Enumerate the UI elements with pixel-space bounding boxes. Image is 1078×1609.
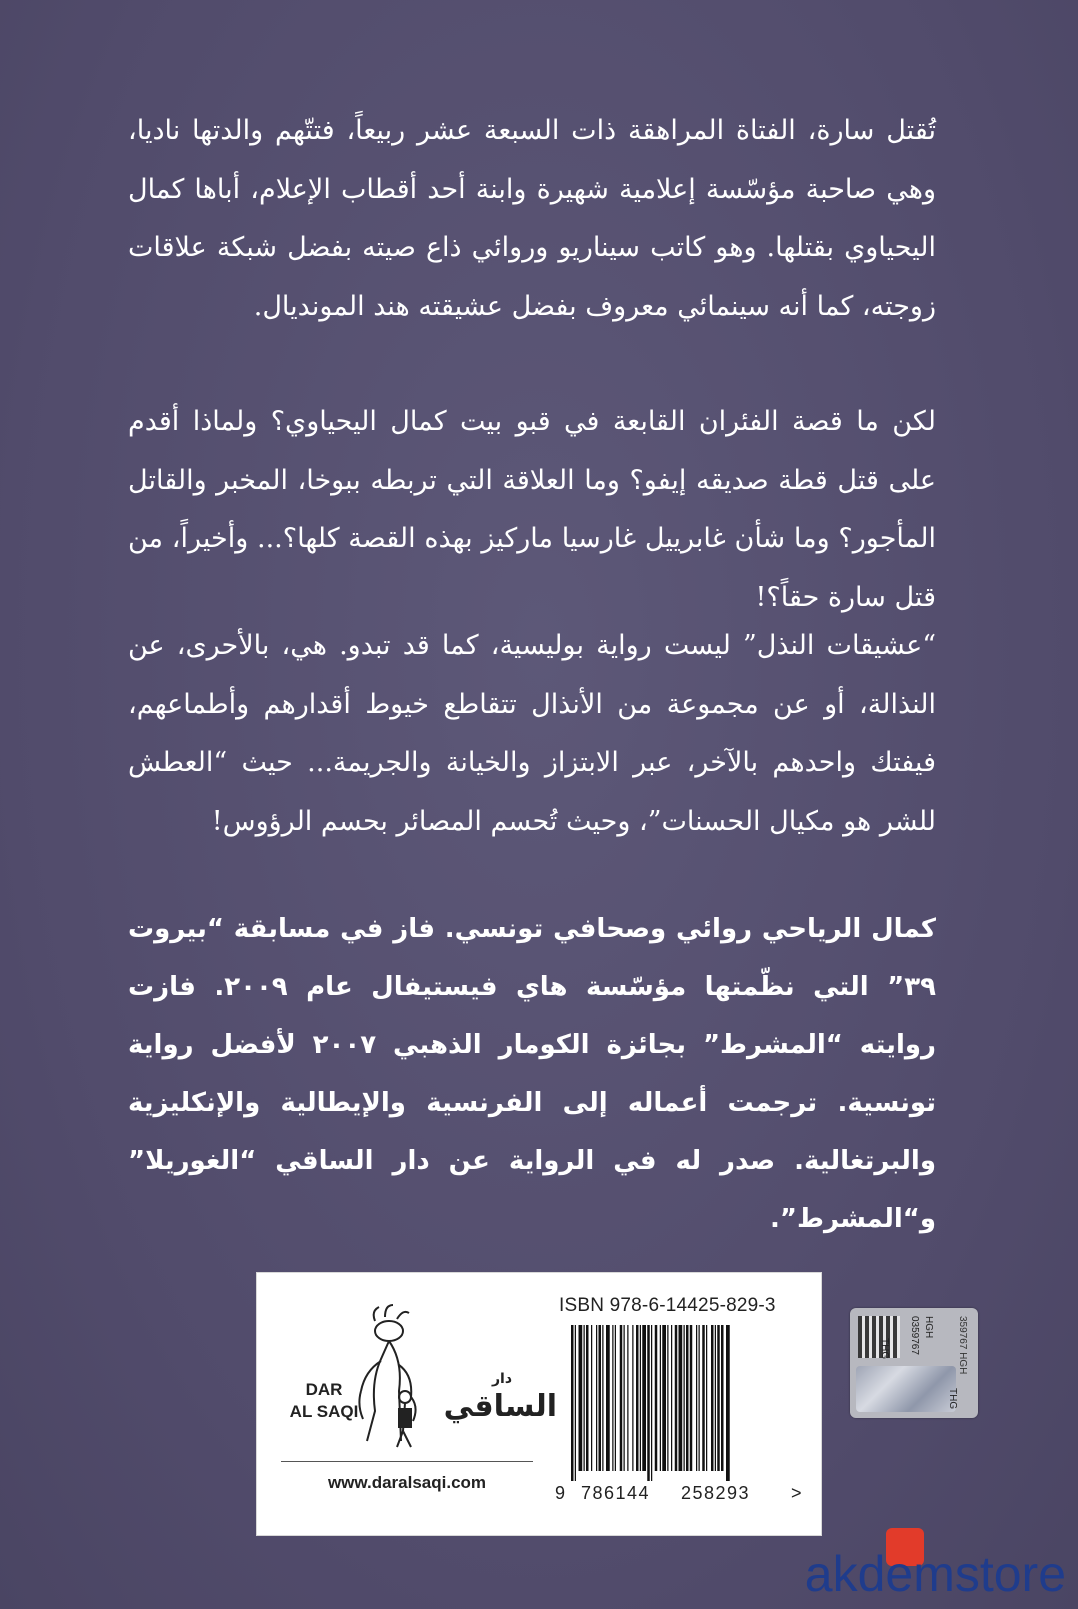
blurb-text-2: لكن ما قصة الفئران القابعة في قبو بيت كمال اليحياوي؟ ولماذا أقدم على قتل قطة صديقه إيفو؟ وما العلاقة التي تربطه ببوخا، المخبر والقاتل المأجور؟ وما شأن غابرييل غارسيا ماركيز بهذه القصة كلها؟... وأخيراً، من قتل سارة حقاً؟! xyxy=(128,406,936,613)
blurb-text-3: “عشيقات النذل” ليست رواية بوليسية، كما قد تبدو. هي، بالأحرى، عن النذالة، أو عن مجموعة من الأنذال تتقاطع خيوط أقدارهم وأطماعهم، فيفتك واحدهم بالآخر، عبر الابتزاز والخيانة والجريمة... حيث “العطش للشر هو مكيال الحسنات”، وحيث تُحسم المصائر بحسم الرؤوس! xyxy=(128,630,936,837)
barcode-bar xyxy=(717,1325,720,1471)
barcode-bar xyxy=(686,1325,689,1471)
barcode-digits-group2: 258293 xyxy=(681,1483,751,1503)
barcode-digit-first: 9 xyxy=(555,1483,566,1503)
barcode-bar xyxy=(640,1325,641,1471)
barcode-bar xyxy=(726,1325,730,1481)
barcode-bar xyxy=(636,1325,639,1471)
sticker-code-line3: HGH xyxy=(923,1316,934,1339)
publisher-logo-illustration xyxy=(341,1301,431,1451)
barcode-bar xyxy=(699,1325,700,1471)
sticker-code-line1: THG xyxy=(879,1338,890,1360)
barcode-bar xyxy=(575,1325,576,1481)
sticker-code-line2: 0359767 xyxy=(909,1316,920,1355)
isbn-barcode xyxy=(571,1325,783,1481)
store-watermark xyxy=(766,1528,1066,1602)
isbn-label: ISBN 978-6-14425-829-3 xyxy=(559,1295,776,1316)
barcode-bar xyxy=(584,1325,585,1471)
hologram-icon xyxy=(856,1366,956,1412)
barcode-bar xyxy=(660,1325,661,1471)
barcode-bar xyxy=(662,1325,666,1471)
publisher-name-en-line1: DAR xyxy=(305,1380,343,1399)
barcode-arrow: > xyxy=(791,1483,802,1503)
barcode-bar xyxy=(684,1325,685,1471)
barcode-bar xyxy=(579,1325,583,1471)
barcode-bar xyxy=(591,1325,592,1471)
barcode-bar xyxy=(620,1325,623,1471)
security-sticker xyxy=(850,1308,978,1418)
barcode-bar xyxy=(667,1325,668,1471)
barcode-bar xyxy=(706,1325,707,1471)
barcode-bar xyxy=(606,1325,610,1471)
barcode-bar xyxy=(615,1325,616,1471)
barcode-bar xyxy=(696,1325,697,1471)
barcode-bar xyxy=(651,1325,652,1481)
barcode-bar xyxy=(596,1325,597,1471)
barcode-bar xyxy=(586,1325,589,1471)
barcode-bar xyxy=(647,1325,650,1481)
blurb-paragraph-3 xyxy=(128,617,936,851)
publisher-website: www.daralsaqi.com xyxy=(327,1473,487,1492)
blurb-paragraph-2 xyxy=(128,393,936,627)
barcode-bar xyxy=(632,1325,633,1471)
barcode-bar xyxy=(715,1325,716,1471)
publisher-name-ar: الساقي xyxy=(443,1389,557,1424)
barcode-bar xyxy=(690,1325,693,1471)
barcode-bar xyxy=(679,1325,683,1471)
barcode-bar xyxy=(602,1325,603,1471)
barcode-bar xyxy=(675,1325,678,1471)
website-divider xyxy=(281,1461,533,1462)
barcode-bar xyxy=(655,1325,658,1471)
barcode-bar xyxy=(671,1325,672,1471)
publisher-name-ar-logo xyxy=(443,1371,557,1435)
blurb-text-1: تُقتل سارة، الفتاة المراهقة ذات السبعة عشر ربيعاً، فتتّهم والدتها ناديا، وهي صاحبة مؤسّسة إعلامية شهيرة وابنة أحد أقطاب الإعلام، أباها كمال اليحياوي بقتلها. وهو كاتب سيناريو وروائي ذاع صيته بفضل شبكة علاقات زوجته، كما أنه سينمائي معروف بفضل عشيقته هند المونديال. xyxy=(128,115,936,322)
barcode-bar xyxy=(612,1325,613,1471)
publisher-name-ar-small: دار xyxy=(491,1371,513,1387)
publisher-name-en-line2: AL SAQI xyxy=(289,1402,359,1421)
watermark-text: akdemstore xyxy=(804,1546,1066,1602)
barcode-bar xyxy=(624,1325,625,1471)
barcode-bar xyxy=(711,1325,714,1471)
barcode-digits-group1: 786144 xyxy=(581,1483,651,1503)
author-bio-text: كمال الرياحي روائي وصحافي تونسي. فاز في مسابقة “بيروت ٣٩” التي نظّمتها مؤسّسة هاي فيستيفال عام ٢٠٠٩. فازت روايته “المشرط” بجائزة الكومار الذهبي ٢٠٠٧ لأفضل رواية تونسية. ترجمت أعماله إلى الفرنسية والإيطالية والإنكليزية والبرتغالية. صدر له في الرواية عن دار الساقي “الغوريلا” و“المشرط”. xyxy=(128,914,936,1234)
barcode-bar xyxy=(571,1325,574,1481)
barcode-bar xyxy=(642,1325,646,1471)
barcode-bar xyxy=(721,1325,724,1471)
barcode-bar xyxy=(702,1325,705,1471)
barcode-bar xyxy=(599,1325,602,1471)
main-publisher-panel xyxy=(256,1272,822,1536)
blurb-paragraph-1 xyxy=(128,102,936,336)
barcode-bar xyxy=(627,1325,628,1471)
author-bio xyxy=(128,900,936,1248)
publisher-name-en xyxy=(281,1379,367,1423)
sticker-code-line4: 359767 HGH xyxy=(957,1316,968,1375)
sticker-code-line5: THG xyxy=(947,1388,958,1410)
